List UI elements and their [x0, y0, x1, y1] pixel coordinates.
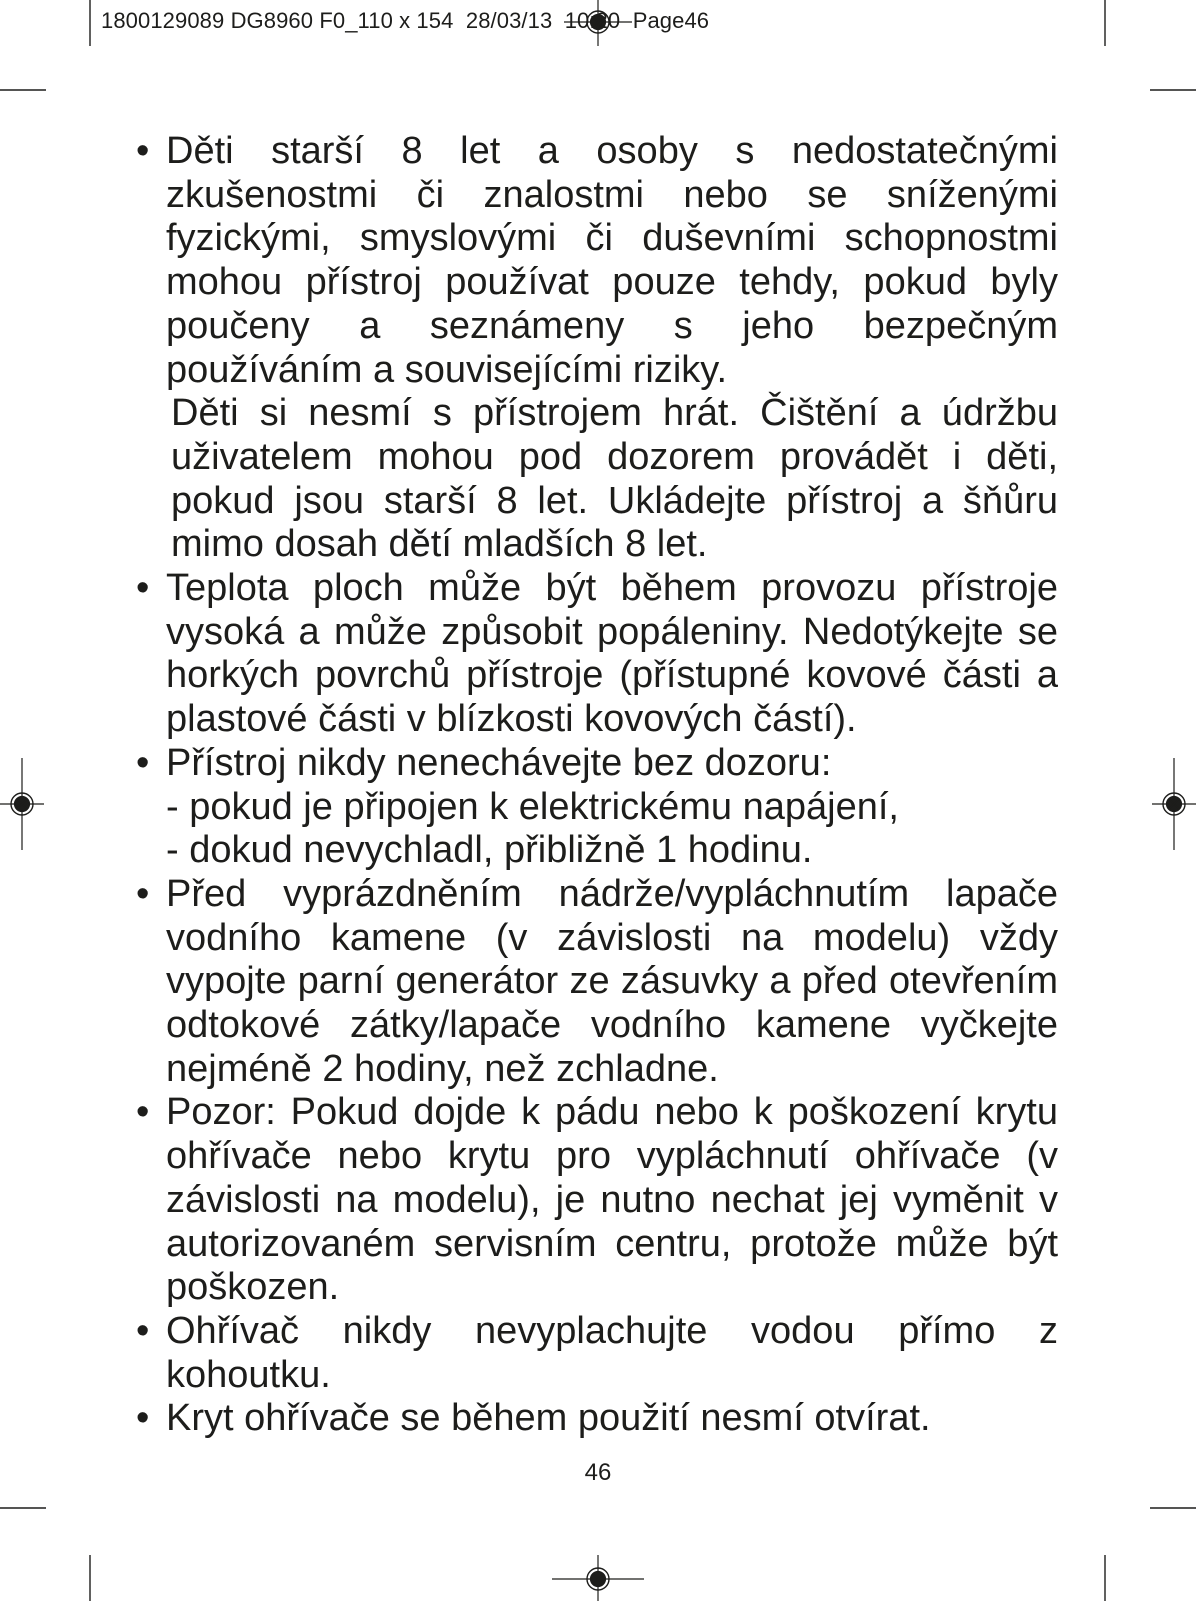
- crop-mark-icon: [1105, 0, 1196, 90]
- bullet-icon: •: [136, 567, 150, 610]
- registration-target-icon: [1152, 758, 1196, 850]
- list-item: [136, 873, 1058, 1092]
- bullet-icon: •: [136, 130, 150, 172]
- safety-instructions: [136, 130, 1058, 1441]
- list-item: [136, 130, 1058, 567]
- crop-mark-icon: [0, 0, 90, 90]
- list-item: [136, 742, 1058, 873]
- bullet-icon: •: [136, 1091, 150, 1134]
- paragraph: Děti starší 8 let a osoby s nedostatečnými zkušenostmi či znalostmi nebo se sníženými fyzickými, smyslovými či duševními schopnostmi mohou přístroj používat pouze tehdy, pokud byly poučeny a seznámeny s jeho bezpečným používáním a souvisejícími riziky.: [166, 130, 1058, 391]
- bullet-icon: •: [136, 872, 150, 915]
- print-slug: 1800129089 DG8960 F0_110 x 154 28/03/13 10:20 Page46: [101, 8, 710, 33]
- paragraph: Přístroj nikdy nenechávejte bez dozoru:: [166, 741, 832, 784]
- crop-mark-icon: [0, 1508, 90, 1601]
- bullet-icon: •: [136, 1397, 150, 1440]
- page-number: 46: [584, 1459, 612, 1486]
- list-item: [136, 1397, 1058, 1441]
- bullet-icon: •: [136, 741, 150, 784]
- list-item: [136, 567, 1058, 742]
- dash-item: - dokud nevychladl, přibližně 1 hodinu.: [166, 829, 813, 872]
- list-item: [136, 1091, 1058, 1310]
- paragraph: Kryt ohřívače se během použití nesmí otvírat.: [166, 1397, 931, 1440]
- paragraph: Děti si nesmí s přístrojem hrát. Čištění a údržbu uživatelem mohou pod dozorem provádět i děti, pokud jsou starší 8 let. Ukládejte přístroj a šňůru mimo dosah dětí mladších 8 let.: [171, 392, 1058, 566]
- paragraph: Pozor: Pokud dojde k pádu nebo k poškození krytu ohřívače nebo krytu pro vypláchnutí ohřívače (v závislosti na modelu), je nutno nechat jej vyměnit v autorizovaném servisním centru, protože může být poškozen.: [166, 1091, 1058, 1309]
- dash-item: - pokud je připojen k elektrickému napájení,: [166, 785, 899, 828]
- list-item: [136, 1310, 1058, 1397]
- paragraph: Ohřívač nikdy nevyplachujte vodou přímo z kohoutku.: [166, 1309, 1058, 1396]
- bullet-icon: •: [136, 1309, 150, 1352]
- paragraph: Teplota ploch může být během provozu přístroje vysoká a může způsobit popáleniny. Nedotýkejte se horkých povrchů přístroje (přístupné kovové části a plastové části v blízkosti kovových částí).: [166, 567, 1058, 741]
- paragraph: Před vyprázdněním nádrže/vypláchnutím lapače vodního kamene (v závislosti na modelu) vždy vypojte parní generátor ze zásuvky a před otevřením odtokové zátky/lapače vodního kamene vyčkejte nejméně 2 hodiny, než zchladne.: [166, 872, 1058, 1090]
- registration-target-icon: [0, 758, 44, 850]
- registration-target-icon: [552, 1555, 644, 1601]
- crop-mark-icon: [1105, 1508, 1196, 1601]
